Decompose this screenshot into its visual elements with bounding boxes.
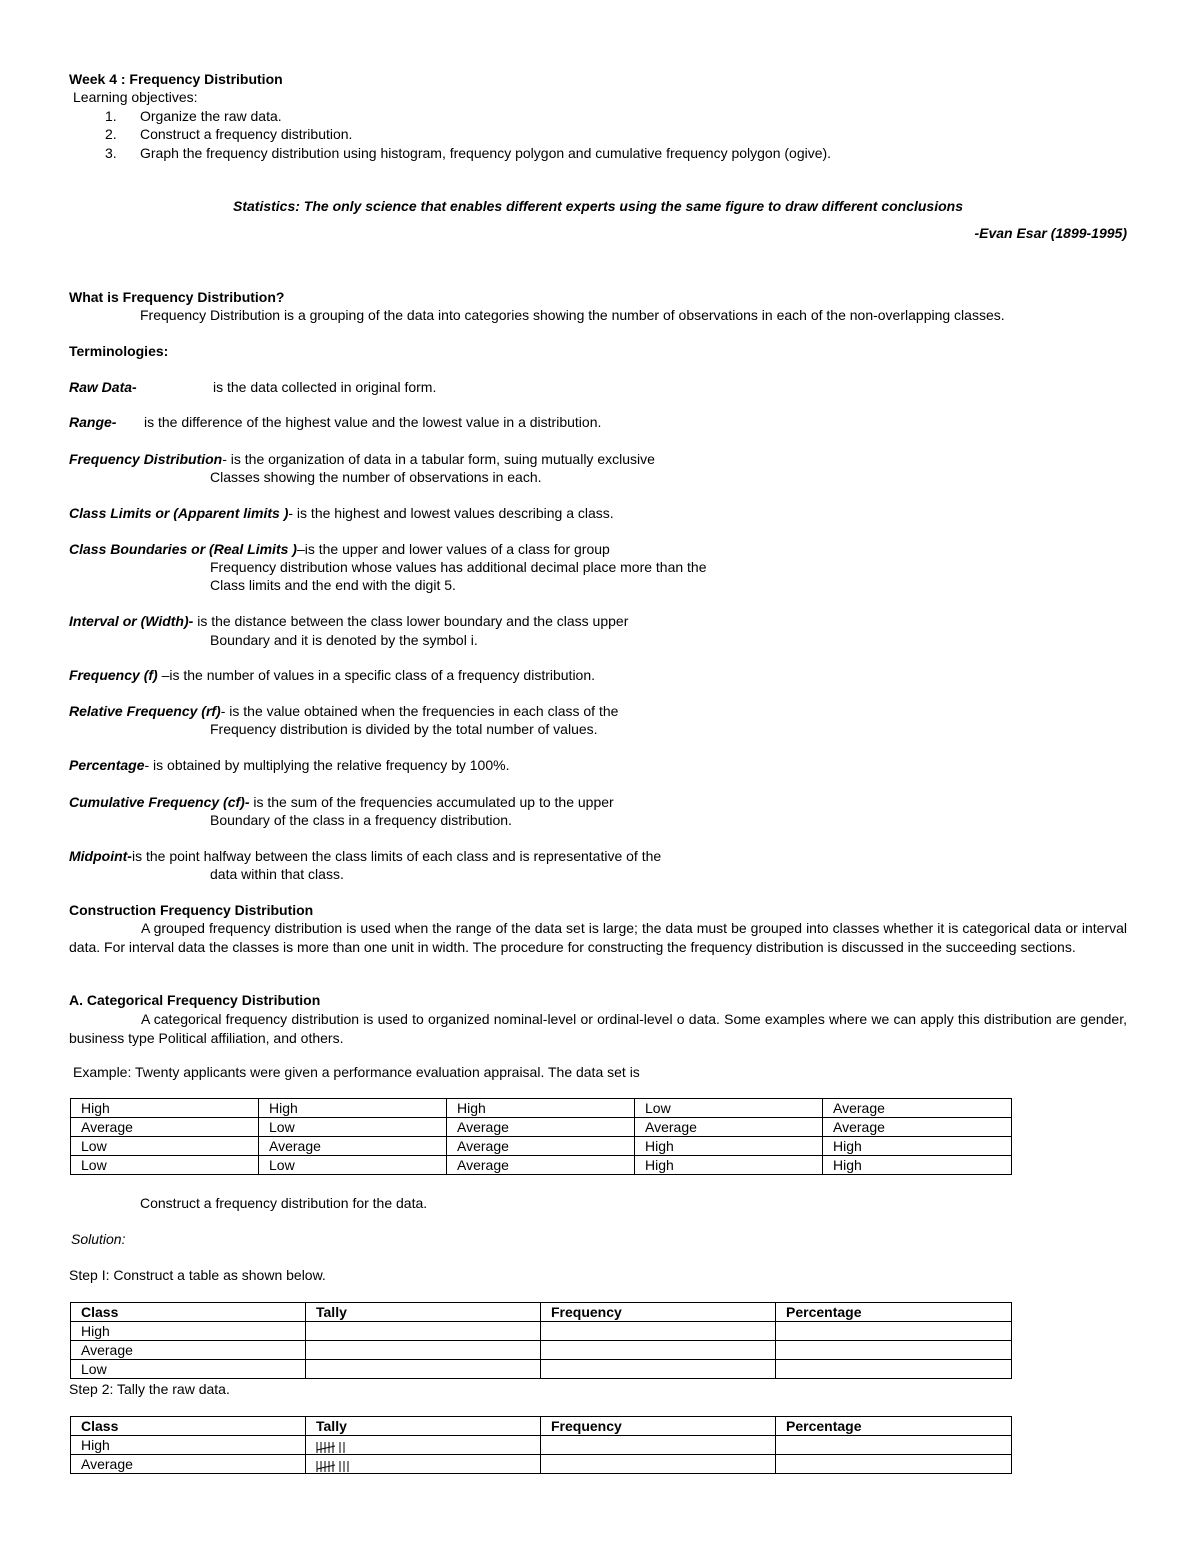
term-definition-continued: Boundary of the class in a frequency distribution. <box>210 812 512 828</box>
table-cell: Low <box>71 1156 259 1175</box>
term-definition: –is the upper and lower values of a class for group <box>296 541 610 557</box>
what-is-body: Frequency Distribution is a grouping of the data into categories showing the number of observations in each of the non-overlapping classes. <box>140 307 1005 323</box>
table-cell: High <box>635 1137 823 1156</box>
table-cell: High <box>447 1099 635 1118</box>
section-heading-construction: Construction Frequency Distribution <box>69 902 314 918</box>
percentage-cell <box>776 1455 1012 1474</box>
table-row <box>71 1137 1012 1156</box>
class-cell: Average <box>71 1455 306 1474</box>
tally-marks <box>316 1440 352 1453</box>
step-2-table <box>70 1416 1012 1474</box>
example-text: Example: Twenty applicants were given a performance evaluation appraisal. The data set is <box>73 1064 640 1080</box>
class-cell: Average <box>71 1341 306 1360</box>
term-relative-frequency <box>69 703 618 720</box>
frequency-cell <box>541 1322 776 1341</box>
percentage-cell <box>776 1322 1012 1341</box>
frequency-cell <box>541 1455 776 1474</box>
column-header-frequency: Frequency <box>541 1417 776 1436</box>
column-header-percentage: Percentage <box>776 1303 1012 1322</box>
term-definition-continued: Class limits and the end with the digit 5. <box>210 577 456 593</box>
step-2-text: Step 2: Tally the raw data. <box>69 1381 230 1397</box>
term-raw-data-definition: is the data collected in original form. <box>213 379 437 395</box>
table-cell: Average <box>71 1118 259 1137</box>
table-cell: High <box>259 1099 447 1118</box>
column-header-class: Class <box>71 1417 306 1436</box>
objective-number: 3. <box>105 145 117 161</box>
term-definition-continued: Frequency distribution is divided by the total number of values. <box>210 721 598 737</box>
table-row <box>71 1099 1012 1118</box>
column-header-frequency: Frequency <box>541 1303 776 1322</box>
section-heading-categorical: A. Categorical Frequency Distribution <box>69 992 321 1008</box>
table-cell: High <box>823 1156 1012 1175</box>
class-cell: High <box>71 1322 306 1341</box>
table-row <box>71 1436 1012 1455</box>
table-row <box>71 1156 1012 1175</box>
tally-marks <box>316 1459 352 1472</box>
term-label: Frequency Distribution <box>69 451 223 467</box>
raw-data-table <box>70 1098 1012 1175</box>
term-definition-continued: Frequency distribution whose values has additional decimal place more than the <box>210 559 707 575</box>
section-heading-terminologies: Terminologies: <box>69 343 169 359</box>
class-cell: Low <box>71 1360 306 1379</box>
column-header-percentage: Percentage <box>776 1417 1012 1436</box>
table-row <box>71 1360 1012 1379</box>
solution-label: Solution: <box>71 1231 126 1247</box>
tally-svg <box>316 1460 352 1473</box>
objectives-label: Learning objectives: <box>73 89 198 105</box>
class-cell: High <box>71 1436 306 1455</box>
frequency-cell <box>541 1360 776 1379</box>
table-cell: Average <box>447 1156 635 1175</box>
table-row <box>71 1341 1012 1360</box>
table-row <box>71 1455 1012 1474</box>
term-range-definition: is the difference of the highest value and the lowest value in a distribution. <box>144 414 602 430</box>
term-definition-continued: Classes showing the number of observations in each. <box>210 469 542 485</box>
term-definition-continued: data within that class. <box>210 866 344 882</box>
term-label: Frequency (f) <box>69 667 158 683</box>
column-header-tally: Tally <box>306 1303 541 1322</box>
construct-instruction: Construct a frequency distribution for the data. <box>140 1195 428 1211</box>
term-definition: - is the value obtained when the frequencies in each class of the <box>220 703 619 719</box>
tally-cell <box>306 1341 541 1360</box>
objective-text: Construct a frequency distribution. <box>140 126 353 142</box>
categorical-body: A categorical frequency distribution is used to organized nominal-level or ordinal-level o data. Some examples where we can apply this distribution are gender, business type Political affiliation, and others. <box>69 1011 1127 1046</box>
term-label: Class Boundaries or (Real Limits ) <box>69 541 297 557</box>
term-label: Class Limits or (Apparent limits ) <box>69 505 289 521</box>
tally-cell <box>306 1360 541 1379</box>
term-label: Percentage <box>69 757 145 773</box>
term-interval <box>69 613 628 630</box>
tally-svg <box>316 1441 352 1454</box>
percentage-cell <box>776 1360 1012 1379</box>
term-percentage <box>69 757 509 774</box>
term-definition: - is obtained by multiplying the relative frequency by 100%. <box>144 757 510 773</box>
term-definition-continued: Boundary and it is denoted by the symbol i. <box>210 632 478 648</box>
term-raw-data: Raw Data- <box>69 379 137 395</box>
table-cell: Low <box>259 1118 447 1137</box>
objective-number: 1. <box>105 108 117 124</box>
table-row <box>71 1322 1012 1341</box>
section-heading-what-is: What is Frequency Distribution? <box>69 289 285 305</box>
table-cell: Average <box>823 1118 1012 1137</box>
step-1-table <box>70 1302 1012 1379</box>
term-definition: –is the number of values in a specific class of a frequency distribution. <box>157 667 596 683</box>
table-cell: Low <box>635 1099 823 1118</box>
tally-strike <box>317 1465 335 1469</box>
term-class-boundaries <box>69 541 610 558</box>
column-header-tally: Tally <box>306 1417 541 1436</box>
term-definition: - is the highest and lowest values describing a class. <box>288 505 614 521</box>
tally-cell <box>306 1455 541 1474</box>
column-header-class: Class <box>71 1303 306 1322</box>
term-label: Relative Frequency (rf) <box>69 703 221 719</box>
frequency-cell <box>541 1341 776 1360</box>
term-definition: is the sum of the frequencies accumulated up to the upper <box>249 794 614 810</box>
table-cell: Average <box>447 1118 635 1137</box>
term-range: Range- <box>69 414 117 430</box>
tally-cell <box>306 1322 541 1341</box>
term-cumulative-frequency <box>69 794 614 811</box>
table-cell: Average <box>447 1137 635 1156</box>
percentage-cell <box>776 1436 1012 1455</box>
term-midpoint <box>69 848 661 865</box>
term-label: Interval or (Width)- <box>69 613 194 629</box>
table-cell: Average <box>823 1099 1012 1118</box>
page-title: Week 4 : Frequency Distribution <box>69 71 283 87</box>
tally-strike <box>317 1446 335 1450</box>
table-cell: High <box>635 1156 823 1175</box>
table-cell: High <box>823 1137 1012 1156</box>
term-definition: - is the organization of data in a tabular form, suing mutually exclusive <box>222 451 655 467</box>
table-cell: High <box>71 1099 259 1118</box>
term-frequency <box>69 667 595 684</box>
objective-number: 2. <box>105 126 117 142</box>
table-row <box>71 1118 1012 1137</box>
frequency-cell <box>541 1436 776 1455</box>
term-frequency-distribution <box>69 451 655 468</box>
objective-text: Graph the frequency distribution using histogram, frequency polygon and cumulative frequency polygon (ogive). <box>140 145 832 161</box>
table-header-row <box>71 1417 1012 1436</box>
term-class-limits <box>69 505 614 522</box>
table-cell: Average <box>635 1118 823 1137</box>
quote-author: -Evan Esar (1899-1995) <box>974 225 1127 241</box>
construction-body: A grouped frequency distribution is used when the range of the data set is large; the data must be grouped into classes whether it is categorical data or interval data. For interval data the classes is more than one unit in width. The procedure for constructing the frequency distribution is discussed in the succeeding sections. <box>69 920 1127 955</box>
term-definition: is the distance between the class lower boundary and the class upper <box>193 613 629 629</box>
step-1-text: Step I: Construct a table as shown below. <box>69 1267 326 1283</box>
table-cell: Low <box>259 1156 447 1175</box>
quote-text: Statistics: The only science that enables different experts using the same figure to draw different conclusions <box>233 198 963 214</box>
table-cell: Average <box>259 1137 447 1156</box>
tally-cell <box>306 1436 541 1455</box>
percentage-cell <box>776 1341 1012 1360</box>
table-cell: Low <box>71 1137 259 1156</box>
term-label: Cumulative Frequency (cf)- <box>69 794 250 810</box>
term-definition: is the point halfway between the class limits of each class and is representative of the <box>131 848 662 864</box>
table-header-row <box>71 1303 1012 1322</box>
objective-text: Organize the raw data. <box>140 108 282 124</box>
term-label: Midpoint- <box>69 848 132 864</box>
